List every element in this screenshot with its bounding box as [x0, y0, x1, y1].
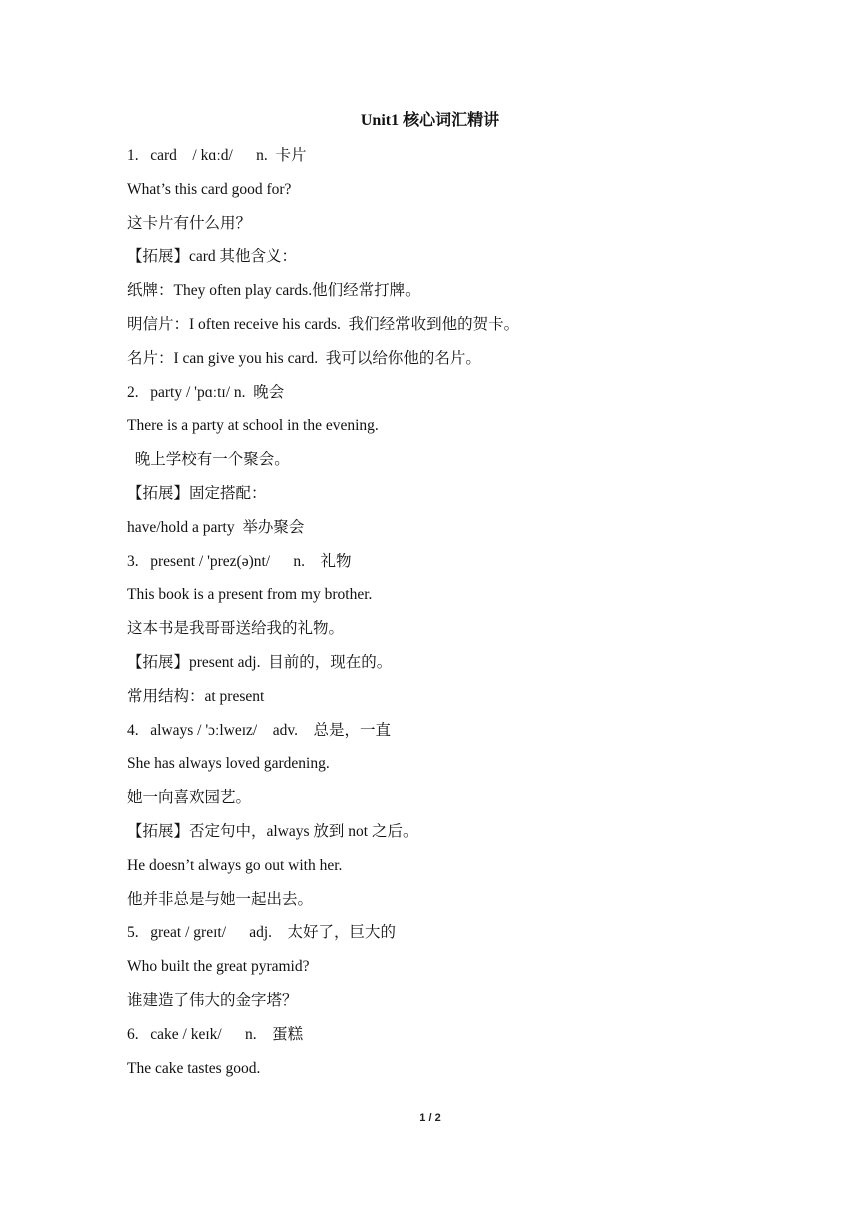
text-line: He doesn’t always go out with her. [127, 856, 343, 874]
text-line: 【拓展】固定搭配： [127, 484, 267, 502]
text-line: 1. card / kɑːd/ n. 卡片 [127, 147, 307, 164]
text-line: 2. party / 'pɑːtɪ/ n. 晚会 [127, 383, 285, 401]
text-line: Who built the great pyramid? [127, 958, 310, 976]
text-line: 4. always / 'ɔːlweɪz/ adv. 总是，一直 [127, 721, 391, 739]
text-line: 这本书是我哥哥送给我的礼物。 [127, 620, 345, 638]
text-line: She has always loved gardening. [127, 755, 330, 773]
page-title: Unit1 核心词汇精讲 [360, 112, 500, 129]
text-line: 【拓展】card 其他含义： [127, 248, 298, 266]
text-line: 【拓展】否定句中，always 放到 not 之后。 [127, 822, 419, 840]
text-line: What’s this card good for? [127, 180, 292, 198]
text-line: have/hold a party 举办聚会 [127, 518, 305, 536]
text-line: The cake tastes good. [127, 1059, 261, 1077]
text-line: 3. present / 'prez(ə)nt/ n. 礼物 [127, 552, 352, 570]
text-line: 她一向喜欢园艺。 [127, 789, 252, 807]
text-line: 常用结构：at present [127, 687, 265, 705]
text-line: 晚上学校有一个聚会。 [127, 451, 290, 469]
text-line: 6. cake / keɪk/ n. 蛋糕 [127, 1025, 304, 1043]
text-line: 【拓展】present adj. 目前的，现在的。 [127, 653, 393, 671]
page-number: 1 / 2 [419, 1112, 441, 1124]
text-line: 明信片：I often receive his cards. 我们经常收到他的贺卡。 [127, 315, 520, 333]
text-line: 他并非总是与她一起出去。 [127, 890, 314, 908]
text-line: 名片：I can give you his card. 我可以给你他的名片。 [127, 349, 481, 367]
text-line: 这卡片有什么用？ [127, 214, 252, 232]
text-line: 5. great / greɪt/ adj. 太好了，巨大的 [127, 924, 397, 942]
text-line: 纸牌：They often play cards.他们经常打牌。 [127, 282, 421, 300]
text-line: There is a party at school in the evening. [127, 417, 379, 435]
document-body [127, 145, 747, 1091]
text-line: 谁建造了伟大的金字塔？ [127, 991, 298, 1009]
text-line: This book is a present from my brother. [127, 586, 373, 604]
